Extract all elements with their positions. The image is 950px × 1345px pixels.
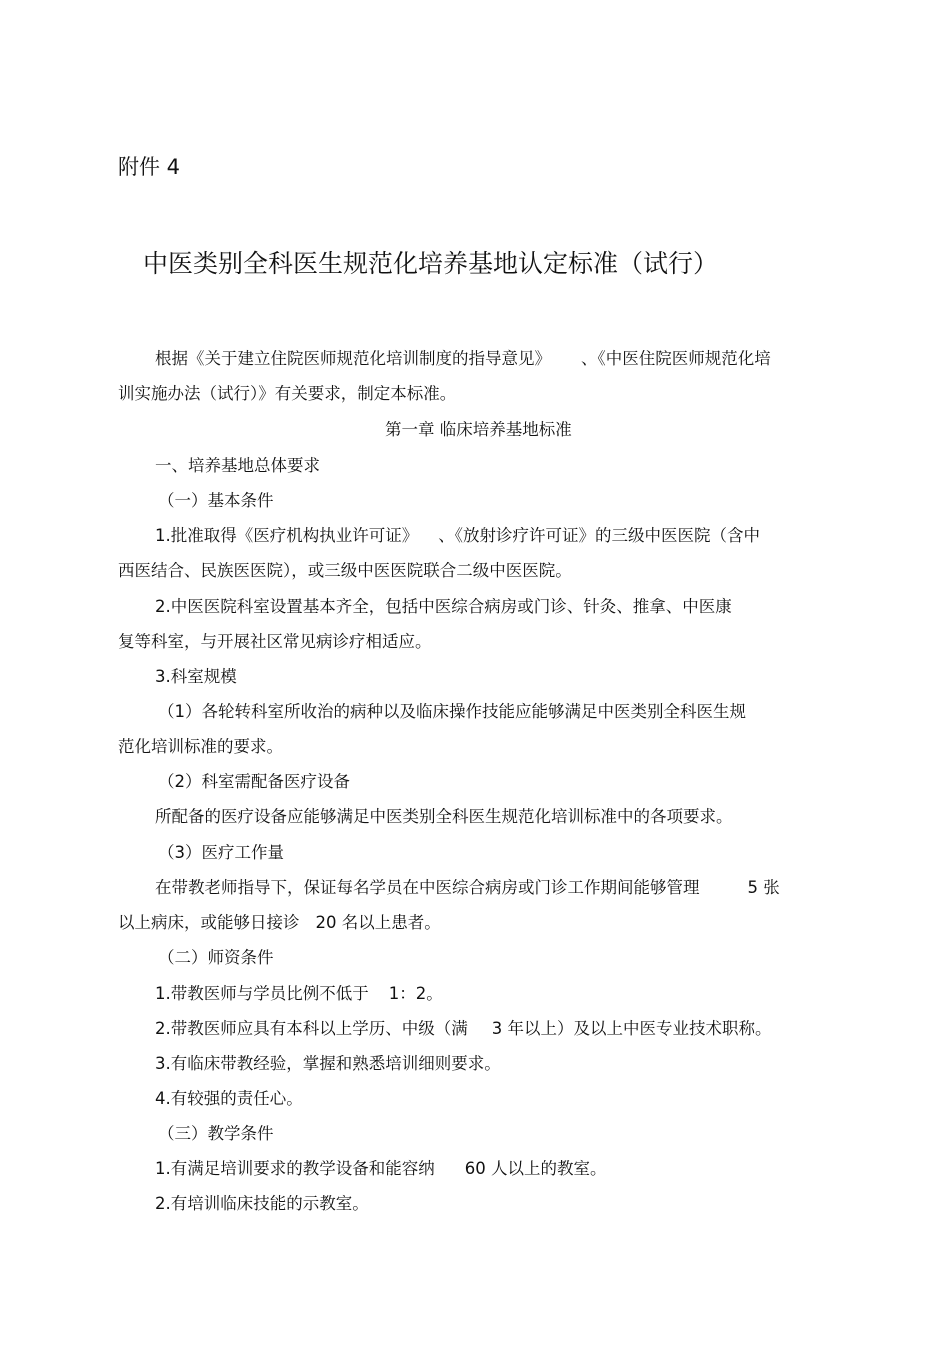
intro-line-2: 训实施办法（试行）》有关要求，制定本标准。 [118,384,457,403]
intro-text-a: 根据《关于建立住院医师规范化培训制度的指导意见》 [155,349,551,368]
basic-item-1-line-2: 西医结合、民族医医院），或三级中医医院联合二级中医医院。 [118,561,572,580]
basic-item-3: 3.科室规模 [155,667,237,686]
scale-item-1-line-1: （1）各轮转科室所收治的病种以及临床操作技能应能够满足中医类别全科医生规 [158,702,746,721]
section-heading-1: 一、培养基地总体要求 [155,456,320,475]
workload-text-b: 5 张 [747,878,780,897]
scale-item-2: （2）科室需配备医疗设备 [158,772,350,791]
scale-item-2-text: 所配备的医疗设备应能够满足中医类别全科医生规范化培训标准中的各项要求。 [155,807,733,826]
subsection-heading-teaching: （三）教学条件 [158,1124,274,1143]
scale-item-3: （3）医疗工作量 [158,843,284,862]
teacher-item-1-text-a: 1.带教医师与学员比例不低于 [155,984,369,1003]
workload-text-a: 在带教老师指导下，保证每名学员在中医综合病房或门诊工作期间能够管理 [155,878,700,897]
teacher-item-2 [155,1017,772,1041]
basic-item-1-text-a: 1.批准取得《医疗机构执业许可证》 [155,526,419,545]
basic-item-2-line-2: 复等科室，与开展社区常见病诊疗相适应。 [118,632,432,651]
basic-item-1-text-b: 、《放射诊疗许可证》的三级中医医院（含中 [438,526,760,545]
workload-line-2 [118,911,441,935]
subsection-heading-basic: （一）基本条件 [158,491,274,510]
document-title: 中医类别全科医生规范化培养基地认定标准（试行） [143,249,719,278]
subsection-heading-teachers: （二）师资条件 [158,948,274,967]
teacher-item-1-text-b: 1：2。 [388,984,443,1003]
teaching-item-2: 2.有培训临床技能的示教室。 [155,1194,369,1213]
teacher-item-2-text-b: 3 年以上）及以上中医专业技术职称。 [491,1019,772,1038]
scale-item-1-line-2: 范化培训标准的要求。 [118,737,283,756]
teaching-item-1-text-a: 1.有满足培训要求的教学设备和能容纳 [155,1159,435,1178]
teacher-item-1 [155,982,443,1006]
basic-item-1-line-1 [155,524,760,548]
basic-item-2-line-1: 2.中医医院科室设置基本齐全，包括中医综合病房或门诊、针灸、推拿、中医康 [155,597,732,616]
teacher-item-3: 3.有临床带教经验，掌握和熟悉培训细则要求。 [155,1054,501,1073]
teaching-item-1 [155,1157,607,1181]
workload-line-1 [155,876,780,900]
attachment-label: 附件 4 [118,155,181,179]
chapter-heading: 第一章 临床培养基地标准 [385,420,572,439]
intro-line-1 [155,347,771,371]
intro-text-b: 、《中医住院医师规范化培 [581,349,771,368]
teacher-item-2-text-a: 2.带教医师应具有本科以上学历、中级（满 [155,1019,468,1038]
teaching-item-1-text-b: 60 人以上的教室。 [464,1159,607,1178]
workload-text-c: 以上病床，或能够日接诊 [118,913,300,932]
workload-text-d: 20 名以上患者。 [315,913,441,932]
teacher-item-4: 4.有较强的责任心。 [155,1089,303,1108]
